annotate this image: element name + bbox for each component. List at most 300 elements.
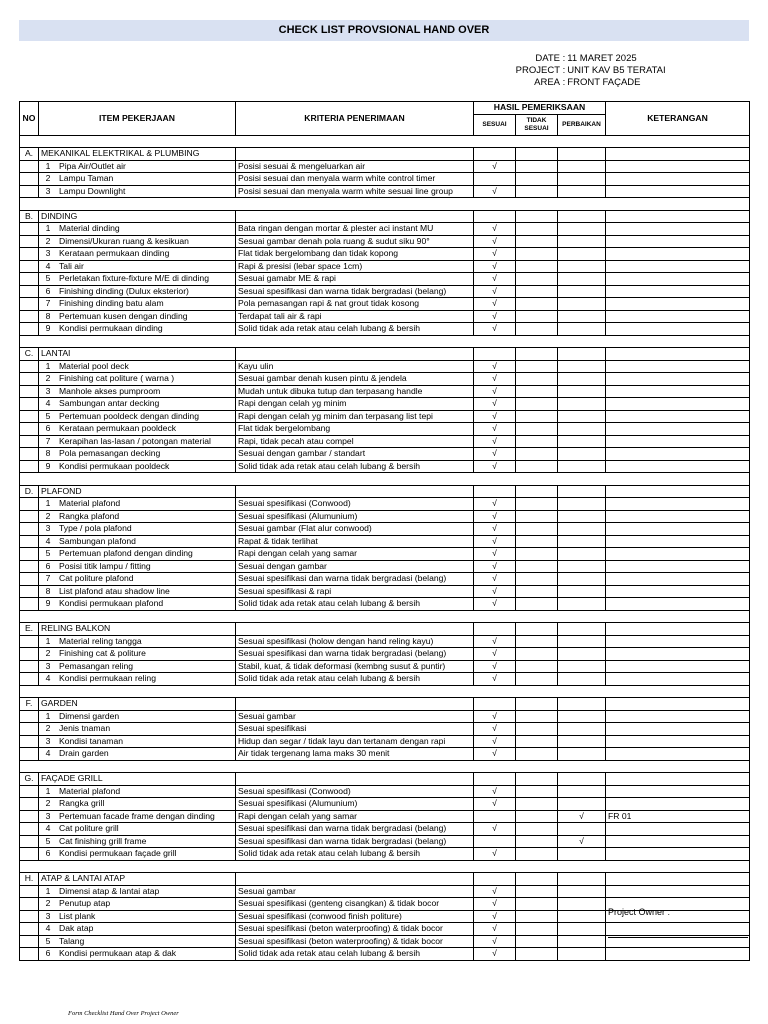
meta-project-key: PROJECT (515, 65, 560, 76)
table-row (20, 648, 750, 661)
section-tidak-cell (516, 485, 558, 498)
section-sesuai-cell (474, 773, 516, 786)
row-number: 4 (45, 398, 51, 409)
section-criteria-cell (236, 485, 474, 498)
table-row (20, 385, 750, 398)
section-perbaikan-cell (558, 773, 606, 786)
table-row (20, 248, 750, 261)
check-sesuai: √ (474, 823, 516, 836)
row-keterangan (606, 298, 750, 311)
check-perbaikan (558, 885, 606, 898)
row-criteria: Sesuai spesifikasi (Alumunium) (236, 510, 474, 523)
row-number: 4 (45, 823, 51, 834)
section-spacer-cell (20, 198, 750, 211)
table-row (20, 273, 750, 286)
check-perbaikan (558, 285, 606, 298)
section-tidak-cell (516, 210, 558, 223)
row-keterangan (606, 823, 750, 836)
row-keterangan (606, 585, 750, 598)
check-sesuai: √ (474, 285, 516, 298)
row-item (39, 848, 236, 861)
row-blank-cell (20, 273, 39, 286)
check-perbaikan (558, 660, 606, 673)
section-spacer-cell (20, 473, 750, 486)
row-number: 1 (45, 635, 51, 646)
row-item (39, 298, 236, 311)
section-perbaikan-cell (558, 348, 606, 361)
row-keterangan (606, 398, 750, 411)
check-tidak-sesuai (516, 398, 558, 411)
row-item (39, 548, 236, 561)
row-item (39, 235, 236, 248)
row-number: 2 (45, 723, 51, 734)
check-perbaikan (558, 948, 606, 961)
check-sesuai: √ (474, 273, 516, 286)
check-sesuai: √ (474, 385, 516, 398)
row-criteria: Kayu ulin (236, 360, 474, 373)
check-tidak-sesuai (516, 285, 558, 298)
section-no: H. (20, 873, 39, 886)
check-perbaikan (558, 460, 606, 473)
header-sesuai: SESUAI (474, 114, 516, 135)
check-sesuai: √ (474, 948, 516, 961)
row-criteria: Sesuai spesifikasi dan warna tidak bergradasi (belang) (236, 835, 474, 848)
row-criteria: Sesuai gambar denah kusen pintu & jendela (236, 373, 474, 386)
check-perbaikan (558, 498, 606, 511)
table-row (20, 360, 750, 373)
section-row (20, 623, 750, 636)
row-keterangan (606, 848, 750, 861)
table-row (20, 735, 750, 748)
project-owner-label: Project Owner : (608, 907, 671, 917)
check-tidak-sesuai (516, 235, 558, 248)
row-number: 6 (45, 560, 51, 571)
check-perbaikan: √ (558, 810, 606, 823)
row-blank-cell (20, 785, 39, 798)
row-item (39, 935, 236, 948)
row-item-label: Sambungan plafond (59, 535, 136, 546)
row-keterangan (606, 948, 750, 961)
check-perbaikan (558, 710, 606, 723)
row-criteria: Hidup dan segar / tidak layu dan tertanam dengan rapi (236, 735, 474, 748)
check-sesuai: √ (474, 648, 516, 661)
row-item (39, 223, 236, 236)
check-sesuai: √ (474, 398, 516, 411)
row-item-label: Pemasangan reling (59, 660, 134, 671)
check-sesuai: √ (474, 585, 516, 598)
section-spacer-cell (20, 760, 750, 773)
row-criteria: Rapi & presisi (lebar space 1cm) (236, 260, 474, 273)
check-perbaikan (558, 235, 606, 248)
row-number: 8 (45, 585, 51, 596)
table-row (20, 635, 750, 648)
section-title: ATAP & LANTAI ATAP (39, 873, 236, 886)
row-item-label: Pertemuan kusen dengan dinding (59, 310, 188, 321)
section-no: E. (20, 623, 39, 636)
table-row (20, 848, 750, 861)
section-criteria-cell (236, 623, 474, 636)
row-item (39, 185, 236, 198)
meta-date-value: 11 MARET 2025 (567, 53, 637, 64)
row-keterangan (606, 885, 750, 898)
table-row (20, 323, 750, 336)
row-item-label: Material plafond (59, 498, 121, 509)
row-keterangan (606, 323, 750, 336)
section-keterangan-cell (606, 623, 750, 636)
check-tidak-sesuai (516, 585, 558, 598)
row-criteria: Sesuai spesifikasi (236, 723, 474, 736)
check-tidak-sesuai (516, 735, 558, 748)
check-perbaikan (558, 260, 606, 273)
table-row (20, 535, 750, 548)
row-item (39, 385, 236, 398)
meta-date: DATE : 11 MARET 2025 (500, 53, 680, 65)
row-item-label: Finishing dinding batu alam (59, 298, 164, 309)
row-item-label: Drain garden (59, 748, 109, 759)
check-perbaikan (558, 373, 606, 386)
section-keterangan-cell (606, 210, 750, 223)
row-item (39, 448, 236, 461)
section-row (20, 348, 750, 361)
row-blank-cell (20, 823, 39, 836)
section-no: D. (20, 485, 39, 498)
check-sesuai: √ (474, 848, 516, 861)
row-item (39, 398, 236, 411)
table-row (20, 548, 750, 561)
row-keterangan (606, 273, 750, 286)
row-item (39, 910, 236, 923)
check-sesuai: √ (474, 598, 516, 611)
table-row (20, 298, 750, 311)
check-sesuai: √ (474, 673, 516, 686)
section-criteria-cell (236, 873, 474, 886)
row-item-label: Perletakan fixture-fixture M/E di dinding (59, 273, 209, 284)
row-criteria: Sesuai spesifikasi dan warna tidak bergradasi (belang) (236, 285, 474, 298)
row-number: 3 (45, 910, 51, 921)
row-keterangan (606, 435, 750, 448)
row-criteria: Rapi dengan celah yang samar (236, 810, 474, 823)
section-sesuai-cell (474, 623, 516, 636)
section-title: FAÇADE GRILL (39, 773, 236, 786)
header-item: ITEM PEKERJAAN (39, 102, 236, 136)
table-header (20, 102, 750, 136)
check-tidak-sesuai (516, 573, 558, 586)
row-keterangan (606, 310, 750, 323)
section-spacer (20, 198, 750, 211)
row-number: 3 (45, 735, 51, 746)
row-item (39, 435, 236, 448)
section-title: MEKANIKAL ELEKTRIKAL & PLUMBING (39, 148, 236, 161)
table-row (20, 885, 750, 898)
row-keterangan (606, 460, 750, 473)
row-number: 2 (45, 373, 51, 384)
table-row (20, 235, 750, 248)
table-row (20, 498, 750, 511)
row-keterangan: FR 01 (606, 810, 750, 823)
section-criteria-cell (236, 698, 474, 711)
check-perbaikan (558, 523, 606, 536)
check-tidak-sesuai (516, 910, 558, 923)
row-blank-cell (20, 223, 39, 236)
check-tidak-sesuai (516, 598, 558, 611)
row-item-label: Kondisi permukaan façade grill (59, 848, 177, 859)
section-criteria-cell (236, 210, 474, 223)
row-item (39, 310, 236, 323)
check-sesuai: √ (474, 785, 516, 798)
table-row (20, 435, 750, 448)
table-row (20, 460, 750, 473)
table-row (20, 673, 750, 686)
check-tidak-sesuai (516, 935, 558, 948)
row-item (39, 423, 236, 436)
row-criteria: Mudah untuk dibuka tutup dan terpasang handle (236, 385, 474, 398)
table-row (20, 598, 750, 611)
table-row (20, 823, 750, 836)
check-tidak-sesuai (516, 385, 558, 398)
row-item-label: Talang (59, 935, 85, 946)
check-sesuai: √ (474, 435, 516, 448)
row-number: 5 (45, 835, 51, 846)
row-criteria: Sesuai spesifikasi dan warna tidak bergradasi (belang) (236, 823, 474, 836)
row-blank-cell (20, 573, 39, 586)
check-perbaikan (558, 248, 606, 261)
row-keterangan (606, 923, 750, 936)
check-tidak-sesuai (516, 273, 558, 286)
row-criteria: Solid tidak ada retak atau celah lubang & bersih (236, 673, 474, 686)
table-row (20, 398, 750, 411)
check-perbaikan (558, 310, 606, 323)
row-item-label: Lampu Taman (59, 173, 114, 184)
check-tidak-sesuai (516, 185, 558, 198)
row-blank-cell (20, 560, 39, 573)
row-number: 1 (45, 498, 51, 509)
row-keterangan (606, 710, 750, 723)
row-blank-cell (20, 523, 39, 536)
row-item (39, 948, 236, 961)
row-blank-cell (20, 898, 39, 911)
section-no: F. (20, 698, 39, 711)
check-sesuai: √ (474, 548, 516, 561)
row-item-label: Dimensi garden (59, 710, 120, 721)
check-perbaikan: √ (558, 835, 606, 848)
row-item (39, 460, 236, 473)
row-item-label: Material plafond (59, 785, 121, 796)
row-item (39, 523, 236, 536)
row-keterangan (606, 535, 750, 548)
check-sesuai: √ (474, 573, 516, 586)
section-criteria-cell (236, 148, 474, 161)
section-spacer-cell (20, 135, 750, 148)
section-perbaikan-cell (558, 210, 606, 223)
table-row (20, 223, 750, 236)
section-sesuai-cell (474, 348, 516, 361)
row-item (39, 660, 236, 673)
header-criteria: KRITERIA PENERIMAAN (236, 102, 474, 136)
row-blank-cell (20, 910, 39, 923)
check-sesuai: √ (474, 323, 516, 336)
row-keterangan (606, 373, 750, 386)
check-sesuai: √ (474, 660, 516, 673)
row-keterangan (606, 660, 750, 673)
header-perbaikan: PERBAIKAN (558, 114, 606, 135)
check-tidak-sesuai (516, 710, 558, 723)
section-keterangan-cell (606, 773, 750, 786)
row-item (39, 835, 236, 848)
row-criteria: Solid tidak ada retak atau celah lubang & bersih (236, 598, 474, 611)
section-title: PLAFOND (39, 485, 236, 498)
row-item-label: Pipa Air/Outlet air (59, 160, 126, 171)
row-keterangan (606, 173, 750, 186)
row-number: 5 (45, 273, 51, 284)
row-item-label: Lampu Downlight (59, 185, 126, 196)
check-sesuai: √ (474, 510, 516, 523)
check-sesuai: √ (474, 535, 516, 548)
row-number: 3 (45, 523, 51, 534)
row-number: 4 (45, 535, 51, 546)
check-sesuai: √ (474, 373, 516, 386)
row-item-label: Finishing cat & politure (59, 648, 146, 659)
row-item (39, 410, 236, 423)
row-keterangan (606, 360, 750, 373)
row-blank-cell (20, 710, 39, 723)
row-number: 2 (45, 648, 51, 659)
row-item (39, 635, 236, 648)
row-number: 2 (45, 898, 51, 909)
row-blank-cell (20, 548, 39, 561)
check-perbaikan (558, 385, 606, 398)
check-sesuai: √ (474, 498, 516, 511)
section-tidak-cell (516, 348, 558, 361)
row-number: 1 (45, 160, 51, 171)
section-keterangan-cell (606, 485, 750, 498)
row-keterangan (606, 598, 750, 611)
row-item-label: Kondisi tanaman (59, 735, 124, 746)
check-tidak-sesuai (516, 673, 558, 686)
row-number: 7 (45, 573, 51, 584)
row-item-label: Dimensi atap & lantai atap (59, 885, 160, 896)
table-row (20, 810, 750, 823)
row-keterangan (606, 223, 750, 236)
check-perbaikan (558, 298, 606, 311)
row-blank-cell (20, 585, 39, 598)
row-number: 6 (45, 423, 51, 434)
section-spacer (20, 135, 750, 148)
row-blank-cell (20, 673, 39, 686)
row-blank-cell (20, 360, 39, 373)
row-number: 5 (45, 935, 51, 946)
section-row (20, 698, 750, 711)
section-title: DINDING (39, 210, 236, 223)
row-number: 2 (45, 798, 51, 809)
row-item (39, 710, 236, 723)
check-tidak-sesuai (516, 248, 558, 261)
row-blank-cell (20, 385, 39, 398)
row-number: 1 (45, 885, 51, 896)
header-no: NO (20, 102, 39, 136)
row-blank-cell (20, 448, 39, 461)
check-tidak-sesuai (516, 885, 558, 898)
check-sesuai: √ (474, 898, 516, 911)
row-keterangan (606, 648, 750, 661)
check-tidak-sesuai (516, 948, 558, 961)
check-sesuai: √ (474, 560, 516, 573)
row-item-label: Finishing dinding (Dulux eksterior) (59, 285, 189, 296)
row-item (39, 810, 236, 823)
row-number: 5 (45, 548, 51, 559)
row-number: 3 (45, 810, 51, 821)
check-perbaikan (558, 598, 606, 611)
row-item-label: Pertemuan plafond dengan dinding (59, 548, 193, 559)
row-item (39, 648, 236, 661)
section-criteria-cell (236, 348, 474, 361)
check-perbaikan (558, 898, 606, 911)
row-keterangan (606, 560, 750, 573)
row-blank-cell (20, 398, 39, 411)
header-tidak-sesuai: TIDAK SESUAI (516, 114, 558, 135)
section-sesuai-cell (474, 485, 516, 498)
row-item (39, 785, 236, 798)
row-criteria: Solid tidak ada retak atau celah lubang & bersih (236, 323, 474, 336)
row-item-label: Kondisi permukaan dinding (59, 323, 163, 334)
section-perbaikan-cell (558, 698, 606, 711)
row-item (39, 923, 236, 936)
form-footer: Form Checklist Hand Over Project Owner (68, 1010, 179, 1017)
row-criteria: Rapat & tidak terlihat (236, 535, 474, 548)
row-number: 9 (45, 598, 51, 609)
check-sesuai: √ (474, 310, 516, 323)
check-perbaikan (558, 423, 606, 436)
check-sesuai: √ (474, 635, 516, 648)
row-criteria: Air tidak tergenang lama maks 30 menit (236, 748, 474, 761)
table-row (20, 173, 750, 186)
table-row (20, 785, 750, 798)
row-item-label: List plafond atau shadow line (59, 585, 170, 596)
section-no: A. (20, 148, 39, 161)
check-perbaikan (558, 398, 606, 411)
check-sesuai: √ (474, 185, 516, 198)
check-perbaikan (558, 785, 606, 798)
check-tidak-sesuai (516, 548, 558, 561)
row-item (39, 598, 236, 611)
check-perbaikan (558, 848, 606, 861)
row-blank-cell (20, 323, 39, 336)
row-criteria: Solid tidak ada retak atau celah lubang & bersih (236, 948, 474, 961)
row-criteria: Sesuai gambar denah pola ruang & sudut siku 90° (236, 235, 474, 248)
row-number: 2 (45, 235, 51, 246)
check-tidak-sesuai (516, 635, 558, 648)
section-spacer (20, 335, 750, 348)
row-item (39, 260, 236, 273)
row-keterangan (606, 523, 750, 536)
row-blank-cell (20, 160, 39, 173)
row-item (39, 360, 236, 373)
row-keterangan (606, 548, 750, 561)
row-item (39, 885, 236, 898)
row-criteria: Rapi dengan celah yang samar (236, 548, 474, 561)
row-item-label: Kerataan permukaan dinding (59, 248, 170, 259)
section-perbaikan-cell (558, 623, 606, 636)
row-criteria: Pola pemasangan rapi & nat grout tidak kosong (236, 298, 474, 311)
check-perbaikan (558, 648, 606, 661)
check-sesuai: √ (474, 910, 516, 923)
section-row (20, 210, 750, 223)
check-tidak-sesuai (516, 523, 558, 536)
table-body (20, 135, 750, 960)
row-item-label: Kondisi permukaan plafond (59, 598, 164, 609)
check-perbaikan (558, 573, 606, 586)
check-tidak-sesuai (516, 298, 558, 311)
row-criteria: Posisi sesuai dan menyala warm white sesuai line group (236, 185, 474, 198)
